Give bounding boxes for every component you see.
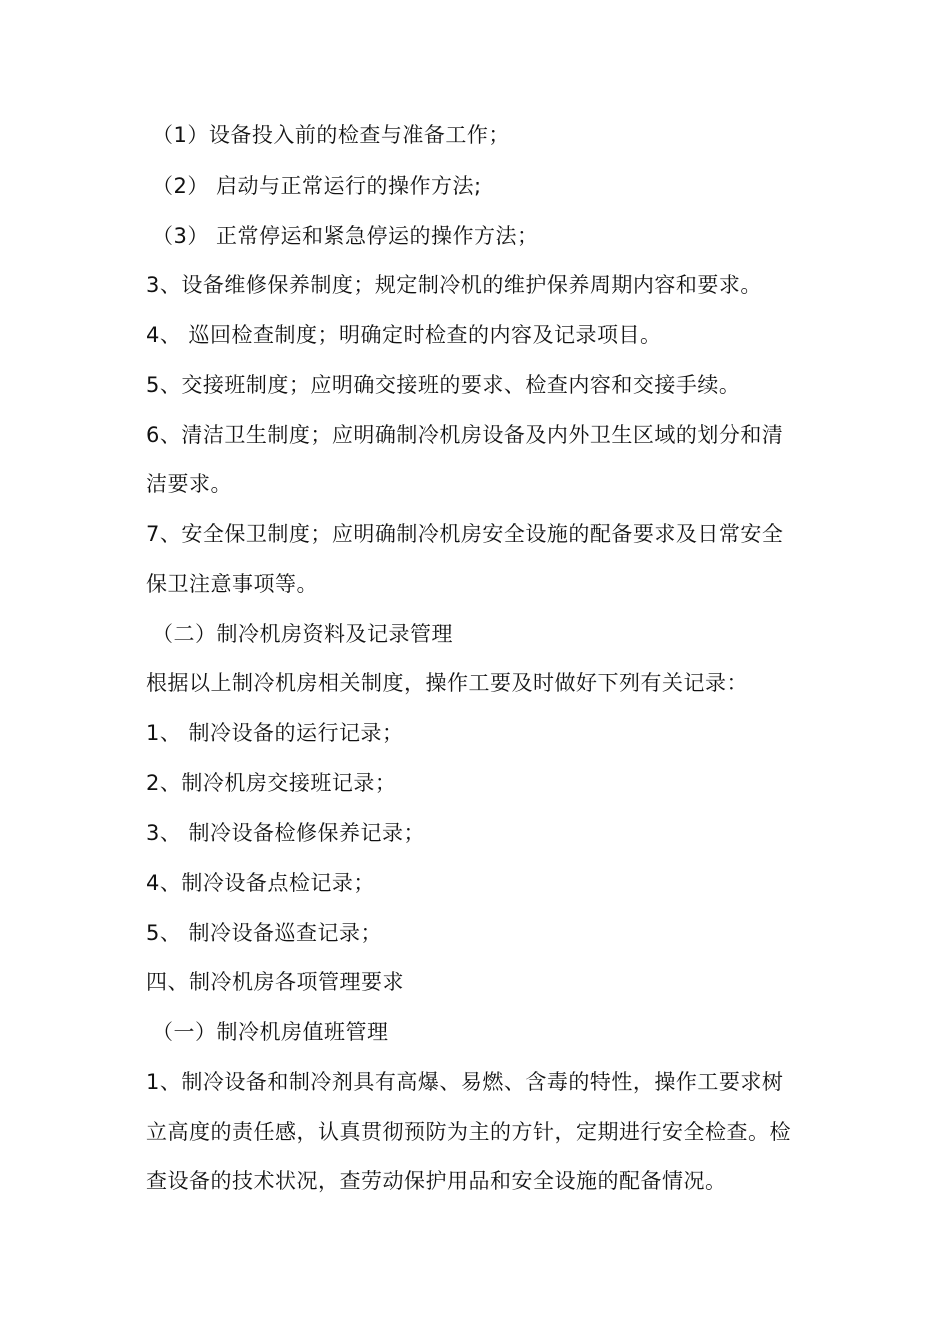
text-line: （1）设备投入前的检查与准备工作； bbox=[152, 123, 510, 147]
section-heading: （二）制冷机房资料及记录管理 bbox=[152, 622, 453, 646]
text-line: 5、交接班制度；应明确交接班的要求、检查内容和交接手续。 bbox=[146, 373, 741, 397]
text-line: 7、安全保卫制度；应明确制冷机房安全设施的配备要求及日常安全 bbox=[146, 522, 784, 546]
text-line: 根据以上制冷机房相关制度，操作工要及时做好下列有关记录： bbox=[146, 671, 748, 695]
text-line: 4、 巡回检查制度；明确定时检查的内容及记录项目。 bbox=[146, 323, 662, 347]
list-item: 5、 制冷设备巡查记录； bbox=[146, 921, 383, 945]
text-line: （2） 启动与正常运行的操作方法; bbox=[152, 174, 482, 198]
text-line: 查设备的技术状况，查劳动保护用品和安全设施的配备情况。 bbox=[146, 1169, 727, 1193]
list-item: 3、 制冷设备检修保养记录； bbox=[146, 821, 426, 845]
text-line: （3） 正常停运和紧急停运的操作方法； bbox=[152, 224, 539, 248]
text-line: 洁要求。 bbox=[146, 472, 232, 496]
list-item: 1、 制冷设备的运行记录； bbox=[146, 721, 404, 745]
text-line: 保卫注意事项等。 bbox=[146, 572, 318, 596]
text-line: 1、制冷设备和制冷剂具有高爆、易燃、含毒的特性，操作工要求树 bbox=[146, 1070, 784, 1094]
list-item: 4、制冷设备点检记录； bbox=[146, 871, 375, 895]
text-line: 立高度的责任感，认真贯彻预防为主的方针，定期进行安全检查。检 bbox=[146, 1120, 791, 1144]
section-heading: （一）制冷机房值班管理 bbox=[152, 1020, 389, 1044]
text-line: 6、清洁卫生制度；应明确制冷机房设备及内外卫生区域的划分和清 bbox=[146, 423, 784, 447]
text-line: 3、设备维修保养制度；规定制冷机的维护保养周期内容和要求。 bbox=[146, 273, 762, 297]
list-item: 2、制冷机房交接班记录； bbox=[146, 771, 397, 795]
section-heading: 四、制冷机房各项管理要求 bbox=[146, 970, 404, 994]
